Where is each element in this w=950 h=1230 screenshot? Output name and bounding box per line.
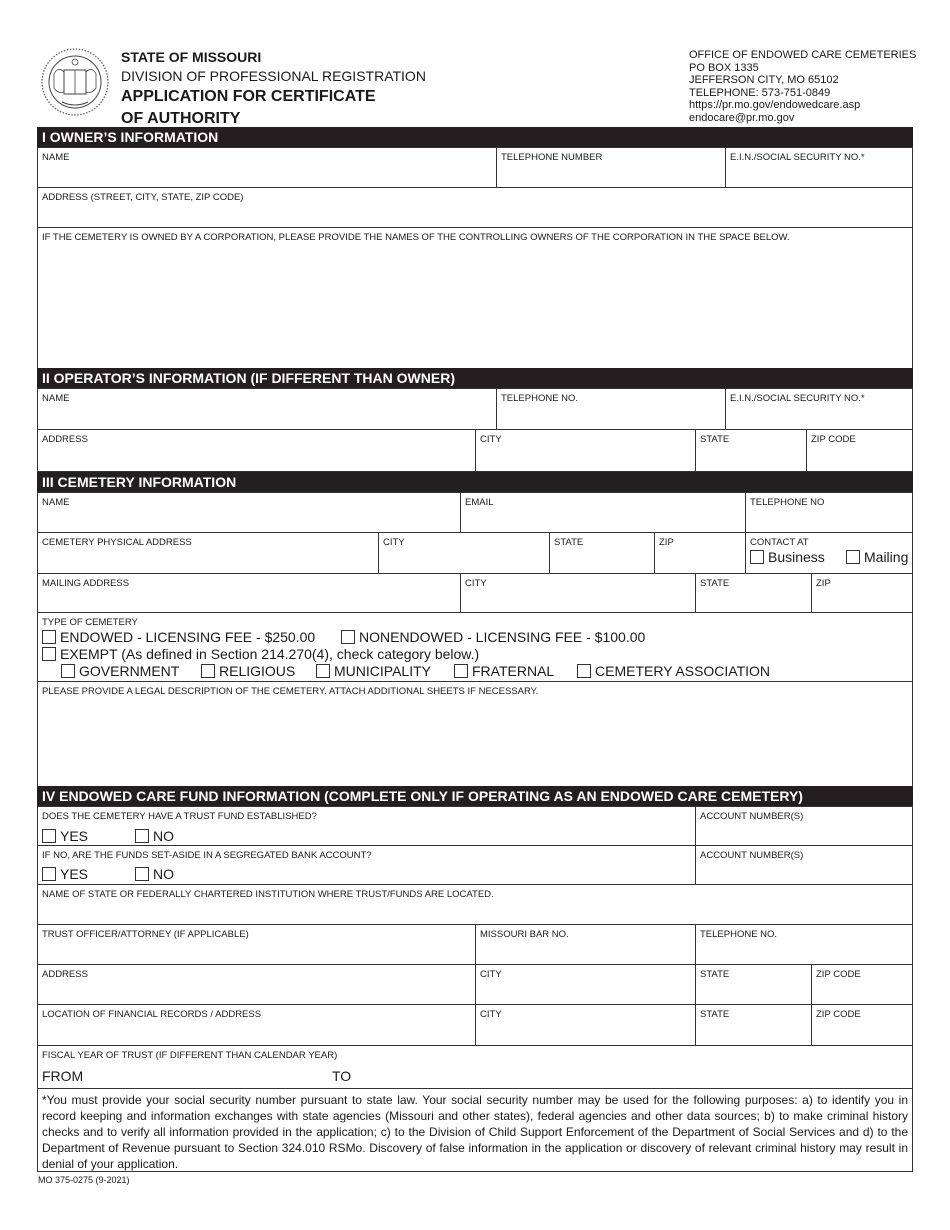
segregated-yes-option[interactable]	[42, 866, 88, 882]
cemetery-mailing-state-label: STATE	[700, 578, 730, 589]
religious-checkbox[interactable]	[201, 664, 215, 678]
contact-business-label: Business	[768, 549, 825, 565]
ssn-footnote-cell	[37, 1088, 913, 1172]
records-zip-label: ZIP CODE	[816, 1009, 861, 1020]
exempt-option[interactable]	[42, 646, 479, 662]
records-city-field[interactable]	[475, 1004, 696, 1046]
owner-ein-field[interactable]	[725, 147, 913, 188]
cemetery-physical-address-field[interactable]	[37, 532, 379, 574]
trust-fund-question-label: DOES THE CEMETERY HAVE A TRUST FUND ESTABLISHED?	[42, 811, 317, 822]
cemetery-telephone-label: TELEPHONE NO	[750, 497, 825, 508]
missouri-bar-field[interactable]	[475, 924, 696, 965]
state-seal-logo	[40, 44, 110, 120]
contact-at-label: CONTACT AT	[750, 537, 809, 548]
trust-account-number-label: ACCOUNT NUMBER(S)	[700, 811, 804, 822]
state-name: STATE OF MISSOURI	[121, 49, 262, 65]
institution-field[interactable]	[37, 884, 913, 925]
office-name: OFFICE OF ENDOWED CARE CEMETERIES	[689, 49, 917, 61]
cemetery-mailing-address-field[interactable]	[37, 573, 461, 613]
cemetery-type-field	[37, 612, 913, 682]
operator-telephone-label: TELEPHONE NO.	[501, 393, 579, 404]
segregated-yes-checkbox[interactable]	[42, 867, 56, 881]
contact-business-checkbox[interactable]	[750, 550, 764, 564]
records-state-label: STATE	[700, 1009, 730, 1020]
operator-name-label: NAME	[42, 393, 70, 404]
operator-telephone-field[interactable]	[496, 388, 726, 430]
cemetery-association-option[interactable]	[577, 663, 770, 679]
trust-officer-label: TRUST OFFICER/ATTORNEY (IF APPLICABLE)	[42, 929, 249, 940]
cemetery-mailing-city-field[interactable]	[460, 573, 696, 613]
legal-description-label: PLEASE PROVIDE A LEGAL DESCRIPTION OF THE CEMETERY. ATTACH ADDITIONAL SHEETS IF NECESSARY.	[42, 686, 539, 697]
cemetery-mailing-zip-label: ZIP	[816, 578, 831, 589]
trust-fund-yes-checkbox[interactable]	[42, 829, 56, 843]
trust-state-label: STATE	[700, 969, 730, 980]
trust-telephone-field[interactable]	[695, 924, 913, 965]
trust-zip-label: ZIP CODE	[816, 969, 861, 980]
municipality-checkbox[interactable]	[316, 664, 330, 678]
section-owner-header: I OWNER’S INFORMATION	[37, 127, 913, 147]
cemetery-mailing-zip-field[interactable]	[811, 573, 913, 613]
cemetery-city-label: CITY	[383, 537, 405, 548]
form-number: MO 375-0275 (9-2021)	[38, 1175, 130, 1185]
records-city-label: CITY	[480, 1009, 502, 1020]
owner-address-label: ADDRESS (STREET, CITY, STATE, ZIP CODE)	[42, 192, 244, 203]
cemetery-mailing-city-label: CITY	[465, 578, 487, 589]
trust-fund-no-option[interactable]	[135, 828, 174, 844]
section-operator-header: II OPERATOR’S INFORMATION (IF DIFFERENT THAN OWNER)	[37, 368, 913, 388]
fraternal-option[interactable]	[454, 663, 554, 679]
trust-fund-no-checkbox[interactable]	[135, 829, 149, 843]
fiscal-year-label: FISCAL YEAR OF TRUST (IF DIFFERENT THAN CALENDAR YEAR)	[42, 1050, 338, 1061]
contact-mailing-label: Mailing	[864, 549, 909, 565]
operator-state-label: STATE	[700, 434, 730, 445]
operator-zip-label: ZIP CODE	[811, 434, 856, 445]
trust-account-number-field[interactable]	[695, 806, 913, 846]
owner-telephone-label: TELEPHONE NUMBER	[501, 152, 603, 163]
cemetery-physical-address-label: CEMETERY PHYSICAL ADDRESS	[42, 537, 192, 548]
operator-address-label: ADDRESS	[42, 434, 88, 445]
owner-name-field[interactable]	[37, 147, 497, 188]
trust-city-label: CITY	[480, 969, 502, 980]
cemetery-zip-label: ZIP	[659, 537, 674, 548]
trust-state-field[interactable]	[695, 964, 812, 1005]
trust-fund-yes-option[interactable]	[42, 828, 88, 844]
trust-telephone-label: TELEPHONE NO.	[700, 929, 778, 940]
owner-corporation-label: IF THE CEMETERY IS OWNED BY A CORPORATION, PLEASE PROVIDE THE NAMES OF THE CONTROLLING OWNERS OF THE CORPORATION IN THE SPACE BELOW.	[42, 232, 790, 243]
municipality-option[interactable]	[316, 663, 431, 679]
segregated-yes-label: YES	[60, 866, 89, 882]
fiscal-to-label[interactable]: TO	[332, 1068, 352, 1084]
section-cemetery	[37, 492, 913, 788]
ssn-footnote-box	[37, 1088, 913, 1172]
office-po-box: PO BOX 1335	[689, 61, 759, 74]
section-endowed-fund-header: IV ENDOWED CARE FUND INFORMATION (COMPLETE ONLY IF OPERATING AS AN ENDOWED CARE CEMETERY)	[37, 786, 913, 806]
cemetery-telephone-field[interactable]	[745, 492, 913, 533]
nonendowed-checkbox[interactable]	[341, 630, 355, 644]
division-name: DIVISION OF PROFESSIONAL REGISTRATION	[121, 68, 426, 84]
owner-address-field[interactable]	[37, 187, 913, 228]
cemetery-state-field[interactable]	[549, 532, 655, 574]
owner-name-label: NAME	[42, 152, 70, 163]
exempt-label: EXEMPT (As defined in Section 214.270(4), check category below.)	[60, 646, 480, 662]
header-title-block	[121, 48, 426, 130]
cemetery-name-label: NAME	[42, 497, 70, 508]
cemetery-type-label: TYPE OF CEMETERY	[42, 617, 138, 628]
operator-name-field[interactable]	[37, 388, 497, 430]
cemetery-email-label: EMAIL	[465, 497, 494, 508]
segregated-account-number-label: ACCOUNT NUMBER(S)	[700, 850, 804, 861]
government-checkbox[interactable]	[61, 664, 75, 678]
operator-city-field[interactable]	[475, 429, 696, 472]
municipality-label: MUNICIPALITY	[334, 663, 431, 679]
segregated-no-label: NO	[153, 866, 174, 882]
cemetery-name-field[interactable]	[37, 492, 461, 533]
fraternal-label: FRATERNAL	[472, 663, 555, 679]
segregated-account-number-field[interactable]	[695, 845, 913, 885]
cemetery-city-field[interactable]	[378, 532, 550, 574]
records-zip-field[interactable]	[811, 1004, 913, 1046]
section-cemetery-header: III CEMETERY INFORMATION	[37, 472, 913, 492]
government-label: GOVERNMENT	[79, 663, 180, 679]
financial-records-label: LOCATION OF FINANCIAL RECORDS / ADDRESS	[42, 1009, 262, 1020]
operator-state-field[interactable]	[695, 429, 807, 472]
contact-mailing-checkbox[interactable]	[846, 550, 860, 564]
operator-zip-field[interactable]	[806, 429, 913, 472]
nonendowed-option[interactable]	[341, 629, 645, 645]
fiscal-from-label[interactable]: FROM	[42, 1068, 84, 1084]
office-contact-block	[689, 49, 916, 124]
trust-fund-yes-label: YES	[60, 828, 89, 844]
form-title-line2: OF AUTHORITY	[121, 110, 241, 127]
trust-fund-question	[37, 806, 696, 846]
cemetery-association-label: CEMETERY ASSOCIATION	[595, 663, 771, 679]
contact-business-option[interactable]	[750, 549, 825, 565]
segregated-account-question-label: IF NO, ARE THE FUNDS SET-ASIDE IN A SEGREGATED BANK ACCOUNT?	[42, 850, 372, 861]
exempt-checkbox[interactable]	[42, 647, 56, 661]
endowed-label: ENDOWED - LICENSING FEE - $250.00	[60, 629, 316, 645]
endowed-checkbox[interactable]	[42, 630, 56, 644]
contact-at-field	[745, 532, 913, 574]
legal-description-field[interactable]	[37, 681, 913, 788]
operator-address-field[interactable]	[37, 429, 476, 472]
religious-label: RELIGIOUS	[219, 663, 296, 679]
section-owner	[37, 147, 913, 369]
nonendowed-label: NONENDOWED - LICENSING FEE - $100.00	[359, 629, 646, 645]
fiscal-year-field	[37, 1045, 913, 1089]
trust-address-field[interactable]	[37, 964, 476, 1005]
segregated-no-option[interactable]	[135, 866, 174, 882]
records-state-field[interactable]	[695, 1004, 812, 1046]
owner-ein-label: E.I.N./SOCIAL SECURITY NO.*	[730, 152, 865, 163]
cemetery-zip-field[interactable]	[654, 532, 746, 574]
segregated-account-question	[37, 845, 696, 885]
trust-fund-no-label: NO	[153, 828, 174, 844]
cemetery-email-field[interactable]	[460, 492, 746, 533]
trust-zip-field[interactable]	[811, 964, 913, 1005]
trust-officer-field[interactable]	[37, 924, 476, 965]
segregated-no-checkbox[interactable]	[135, 867, 149, 881]
operator-city-label: CITY	[480, 434, 502, 445]
trust-address-label: ADDRESS	[42, 969, 88, 980]
operator-ein-label: E.I.N./SOCIAL SECURITY NO.*	[730, 393, 865, 404]
financial-records-field[interactable]	[37, 1004, 476, 1046]
contact-mailing-option[interactable]	[846, 549, 908, 565]
ssn-footnote-text: *You must provide your social security number pursuant to state law. Your social security number may be used for the following purposes: a) to identify you in record keeping and information exchanges with state agencies (Missouri and other states), federal agencies and other data sources; b) to make criminal history checks and to verify all information provided in the application; c) to the Division of Child Support Enforcement of the Department of Social Services and d) to the Department of Revenue pursuant to Section 324.010 RSMo. Discovery of false information in the application or discovery of relevant criminal history may result in denial of your application.	[42, 1093, 908, 1171]
owner-corporation-field[interactable]	[37, 227, 913, 369]
section-endowed-fund	[37, 806, 913, 1089]
government-option[interactable]	[61, 663, 179, 679]
office-email[interactable]: endocare@pr.mo.gov	[689, 111, 795, 124]
section-operator	[37, 388, 913, 472]
office-telephone: TELEPHONE: 573-751-0849	[689, 86, 831, 99]
missouri-bar-label: MISSOURI BAR NO.	[480, 929, 569, 940]
endowed-option[interactable]	[42, 629, 315, 645]
fraternal-checkbox[interactable]	[454, 664, 468, 678]
institution-label: NAME OF STATE OR FEDERALLY CHARTERED INSTITUTION WHERE TRUST/FUNDS ARE LOCATED.	[42, 889, 494, 900]
trust-city-field[interactable]	[475, 964, 696, 1005]
religious-option[interactable]	[201, 663, 295, 679]
owner-telephone-field[interactable]	[496, 147, 726, 188]
cemetery-state-label: STATE	[554, 537, 584, 548]
office-url[interactable]: https://pr.mo.gov/endowedcare.asp	[689, 99, 861, 111]
cemetery-association-checkbox[interactable]	[577, 664, 591, 678]
cemetery-mailing-address-label: MAILING ADDRESS	[42, 578, 130, 589]
form-title-line1: APPLICATION FOR CERTIFICATE	[121, 88, 376, 105]
cemetery-mailing-state-field[interactable]	[695, 573, 812, 613]
operator-ein-field[interactable]	[725, 388, 913, 430]
office-city: JEFFERSON CITY, MO 65102	[689, 74, 839, 86]
